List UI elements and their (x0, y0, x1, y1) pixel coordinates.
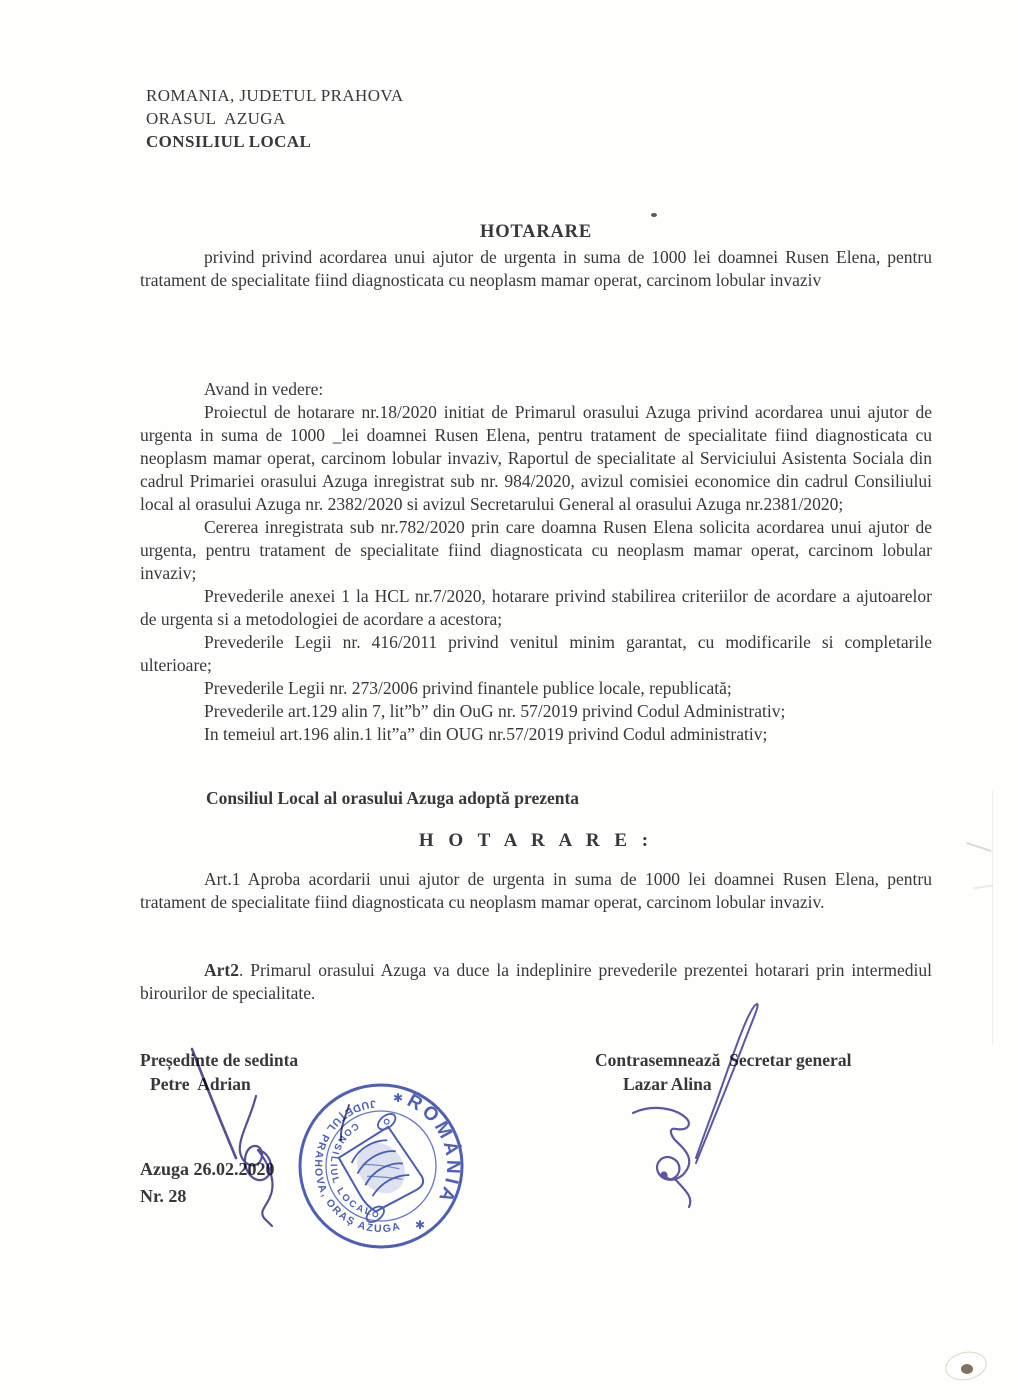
recital-item: Cererea inregistrata sub nr.782/2020 prin care doamna Rusen Elena solicita acordarea unui ajutor de urgenta, pentru tratament de specialitate fiind diagnosticata cu neoplasm mamar operat, carcinom lobular invaziv; (140, 517, 932, 583)
stamp-star-bottom-icon: ✱ (415, 1218, 426, 1232)
secretary-signature-ink (633, 1004, 758, 1207)
secretary-name: Lazar Alina (623, 1074, 712, 1094)
document-subtitle: privind privind acordarea unui ajutor de urgenta in suma de 1000 lei doamnei Rusen Elena, pentru tratament de specialitate fiind diagnosticata cu neoplasm mamar operat, carcinom lobular invaziv (140, 247, 932, 290)
letterhead-council-line: CONSILIUL LOCAL (146, 132, 312, 151)
recital-item: In temeiul art.196 alin.1 lit”a” din OUG nr.57/2019 privind Codul administrativ; (204, 724, 768, 744)
scan-smudge (945, 1352, 987, 1380)
recital-item: Prevederile Legii nr. 416/2011 privind venitul minim garantat, cu modificarile si completarile ulterioare; (140, 632, 932, 675)
article-1-label: Art.1 (204, 869, 241, 889)
article-2-text: . Primarul orasului Azuga va duce la indeplinire prevederile prezentei hotarari prin intermediul birourilor de specialitate. (140, 960, 932, 1003)
adoption-line: Consiliul Local al orasului Azuga adoptă prezenta (206, 788, 580, 808)
scan-smudge-core (961, 1364, 973, 1374)
document-title: HOTARARE (480, 222, 592, 242)
decision-number: Nr. 28 (140, 1186, 187, 1206)
recital-item: Prevederile anexei 1 la HCL nr.7/2020, hotarare privind stabilirea criteriilor de acordare a ajutoarelor de urgenta si a metodologiei de acordare a acestora; (140, 586, 932, 629)
article-2-label: Art2 (204, 960, 239, 980)
president-role-label: Președinte de sedinta (140, 1050, 299, 1070)
letterhead-city-line: ORASUL AZUGA (146, 109, 286, 128)
article-1-text: Aproba acordarii unui ajutor de urgenta in suma de 1000 lei doamnei Rusen Elena, pentru tratament de specialitate fiind diagnosticata cu neoplasm mamar operat, carcinom lobular invaziv. (140, 869, 932, 912)
secretary-role-label: Contrasemnează Secretar general (595, 1050, 852, 1070)
scan-edge-line (992, 790, 993, 1045)
decision-heading: H O T A R A R E : (418, 830, 654, 851)
letterhead-country-line: ROMANIA, JUDETUL PRAHOVA (146, 86, 404, 105)
stamp-inner-ring-text: CONSILIUL LOCAL (327, 1120, 375, 1219)
recital-item: Prevederile art.129 alin 7, lit”b” din OuG nr. 57/2019 privind Codul Administrativ; (204, 701, 786, 721)
recital-item: Prevederile Legii nr. 273/2006 privind finantele publice locale, republicată; (204, 678, 732, 698)
stamp-star-top-icon: ✱ (393, 1091, 404, 1105)
stamp-outer-ring-text: JUDEŢUL PRAHOVA, ORAŞ AZUGA (311, 1097, 403, 1236)
place-date: Azuga 26.02.2020 (140, 1159, 275, 1179)
president-signature-ink (192, 1049, 349, 1226)
preamble-label: Avand in vedere: (204, 379, 324, 399)
stamp-country-text: ROMÂNIA (403, 1090, 464, 1209)
president-name: Petre Adrian (150, 1074, 251, 1094)
recital-item: Proiectul de hotarare nr.18/2020 initiat de Primarul orasului Azuga privind acordarea unui ajutor de urgenta in suma de 1000 _lei doamnei Rusen Elena, pentru tratament de specialitate fiind diagnosticata cu neoplasm mamar operat, carcinom lobular invaziv, Raportul de specialitate al Serviciului Asistenta Sociala din cadrul Primariei orasului Azuga inregistrat sub nr. 984/2020, avizul comisiei economice din cadrul Consiliului local al orasului Azuga nr. 2382/2020 si avizul Secretarului General al orasului Azuga nr.2381/2020; (140, 402, 932, 514)
